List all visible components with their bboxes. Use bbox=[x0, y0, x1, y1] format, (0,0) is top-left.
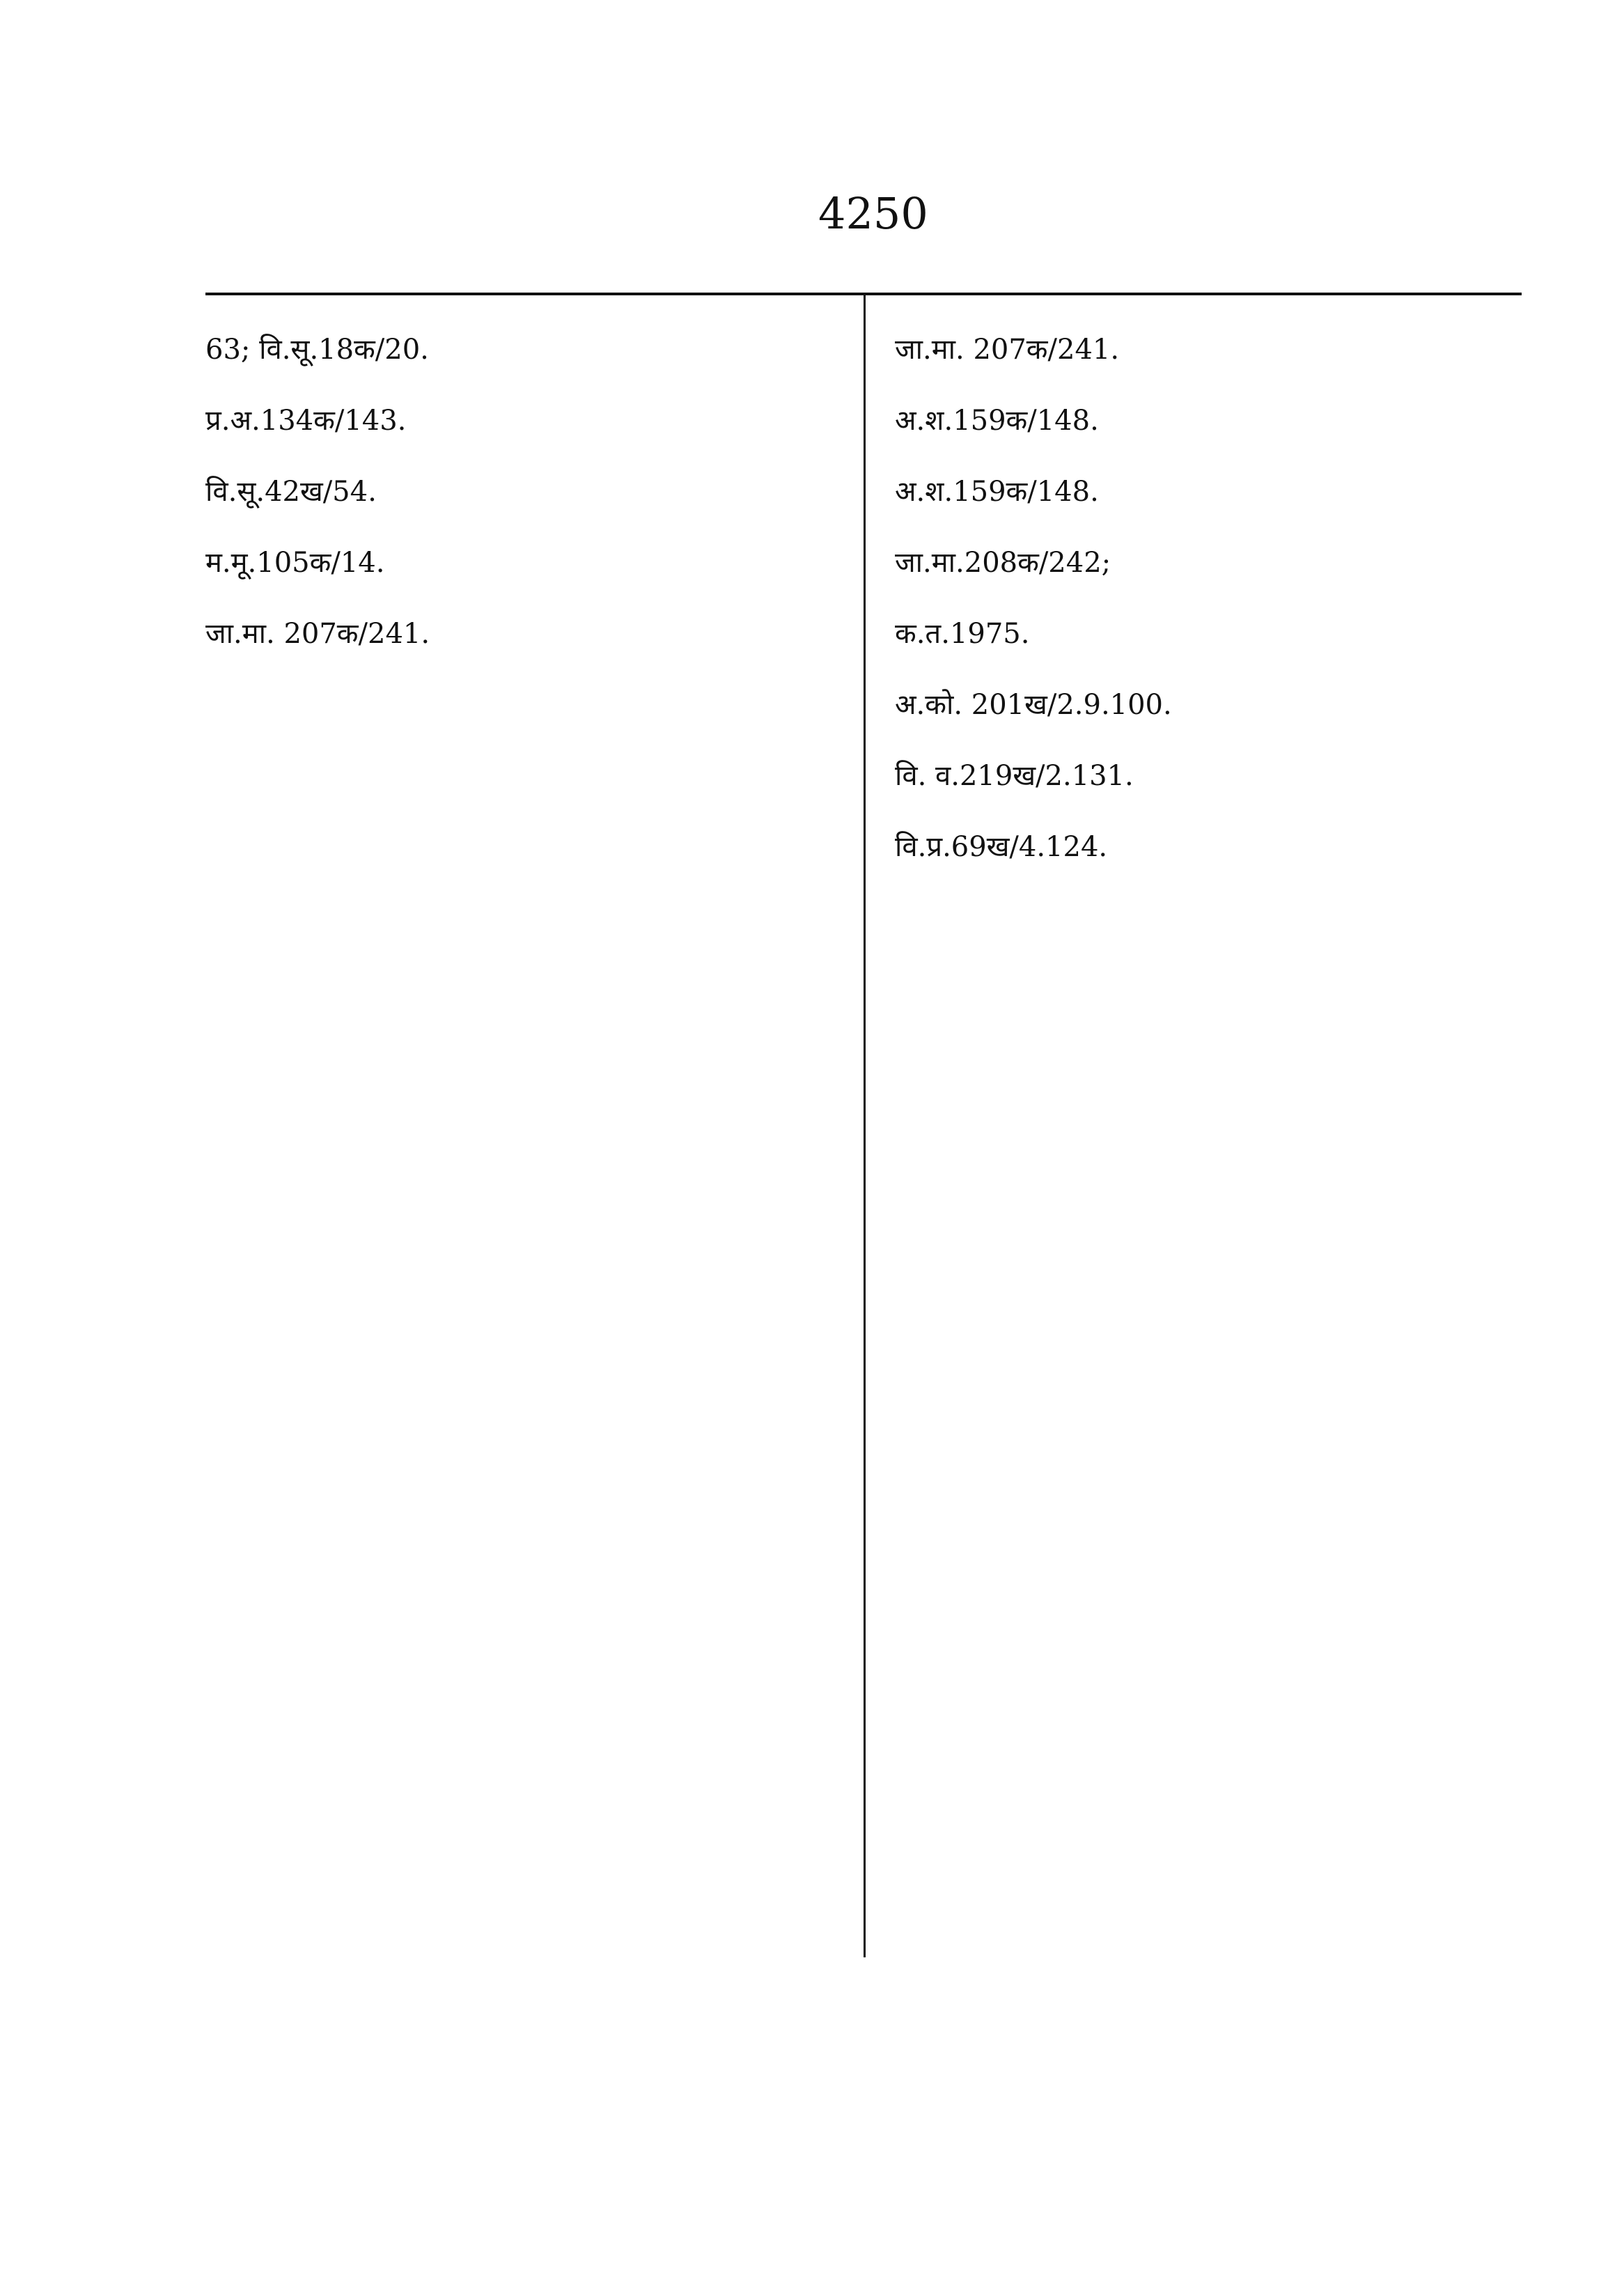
citation: वि.प्र.69ख/4.124. bbox=[895, 831, 1108, 863]
dictionary-entry bbox=[205, 327, 832, 372]
citation: वि.सू.18क/20. bbox=[259, 334, 429, 366]
citation: वि.सू.42ख/54. bbox=[205, 476, 377, 508]
dictionary-entry bbox=[895, 825, 1522, 869]
dictionary-entry bbox=[895, 327, 1522, 372]
citation: अ.श.159क/148. bbox=[895, 405, 1099, 437]
citation: अ.श.159क/148. bbox=[895, 476, 1099, 508]
dictionary-entry bbox=[205, 541, 832, 585]
column-divider bbox=[864, 293, 866, 1957]
page-number: 4250 bbox=[818, 188, 928, 239]
dictionary-entry bbox=[895, 469, 1522, 514]
citation: क.त.1975. bbox=[895, 618, 1030, 650]
left-column bbox=[205, 327, 832, 683]
citation: वि. व.219ख/2.131. bbox=[895, 760, 1134, 792]
citation: प्र.अ.134क/143. bbox=[205, 405, 407, 437]
dictionary-entry bbox=[895, 398, 1522, 443]
dictionary-entry bbox=[205, 612, 832, 656]
citation: म.मू.105क/14. bbox=[205, 547, 385, 579]
citation: अ.को. 201ख/2.9.100. bbox=[895, 689, 1172, 721]
dictionary-entry bbox=[205, 398, 832, 443]
dictionary-entry bbox=[205, 469, 832, 514]
right-column bbox=[895, 327, 1522, 896]
page-header bbox=[205, 188, 1522, 251]
entry-ref: 63; bbox=[205, 334, 251, 366]
citation: जा.मा. 207क/241. bbox=[205, 618, 430, 650]
dictionary-entry bbox=[895, 541, 1522, 585]
citation: जा.मा.208क/242; bbox=[895, 547, 1111, 579]
dictionary-entry bbox=[895, 683, 1522, 727]
dictionary-entry bbox=[895, 612, 1522, 656]
citation: जा.मा. 207क/241. bbox=[895, 334, 1120, 366]
dictionary-entry bbox=[895, 754, 1522, 798]
